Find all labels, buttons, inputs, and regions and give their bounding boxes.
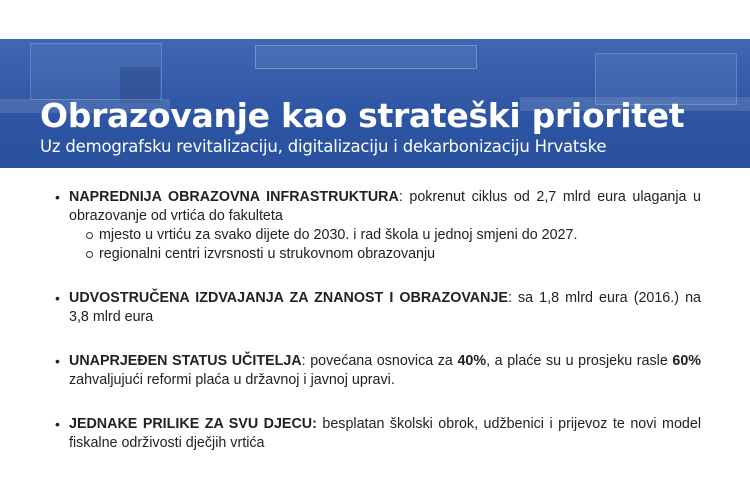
highlight-value: 40% — [457, 353, 487, 369]
bullet-icon: • — [55, 416, 60, 432]
item-text: : pokrenut ciklus od 2,7 mlrd eura ulaganja u obrazovanje od vrtića do fakulteta — [69, 189, 701, 224]
item-text: , a plaće su u prosjeku rasle — [486, 353, 673, 369]
background-board-shape — [255, 45, 477, 69]
bullet-icon: • — [55, 189, 60, 205]
bullet-list — [55, 188, 701, 478]
list-item — [55, 188, 701, 264]
sub-item-text: mjesto u vrtiću za svako dijete do 2030. i rad škola u jednoj smjeni do 2027. — [99, 227, 578, 243]
list-item — [55, 415, 701, 453]
hollow-bullet-icon — [86, 251, 93, 258]
hollow-bullet-icon — [86, 232, 93, 239]
sub-item-text: regionalni centri izvrsnosti u strukovnom obrazovanju — [99, 246, 436, 262]
item-text: besplatan školski obrok, udžbenici i prijevoz te novi model fiskalne održivosti dječjih vrtića — [69, 416, 701, 451]
header-banner — [0, 39, 750, 168]
item-text: : povećana osnovica za — [301, 353, 458, 369]
page-subtitle: Uz demografsku revitalizaciju, digitalizaciju i dekarbonizaciju Hrvatske — [40, 137, 607, 156]
item-heading: UDVOSTRUČENA IZDVAJANJA ZA ZNANOST I OBRAZOVANJE — [69, 290, 508, 306]
sub-list-item — [85, 226, 701, 245]
page-title: Obrazovanje kao strateški prioritet — [40, 96, 685, 135]
bullet-icon: • — [55, 353, 60, 369]
item-text: : sa 1,8 mlrd eura (2016.) na 3,8 mlrd eura — [69, 290, 701, 325]
list-item — [55, 289, 701, 327]
item-text: zahvaljujući reformi plaća u državnoj i javnoj upravi. — [69, 372, 395, 388]
item-heading: JEDNAKE PRILIKE ZA SVU DJECU: — [69, 416, 317, 432]
item-heading: UNAPRJEĐEN STATUS UČITELJA — [69, 353, 302, 369]
highlight-value: 60% — [672, 353, 701, 369]
list-item — [55, 352, 701, 390]
sub-list — [69, 226, 701, 264]
sub-list-item — [85, 245, 701, 264]
bullet-icon: • — [55, 290, 60, 306]
item-heading: NAPREDNIJA OBRAZOVNA INFRASTRUKTURA — [69, 189, 399, 205]
